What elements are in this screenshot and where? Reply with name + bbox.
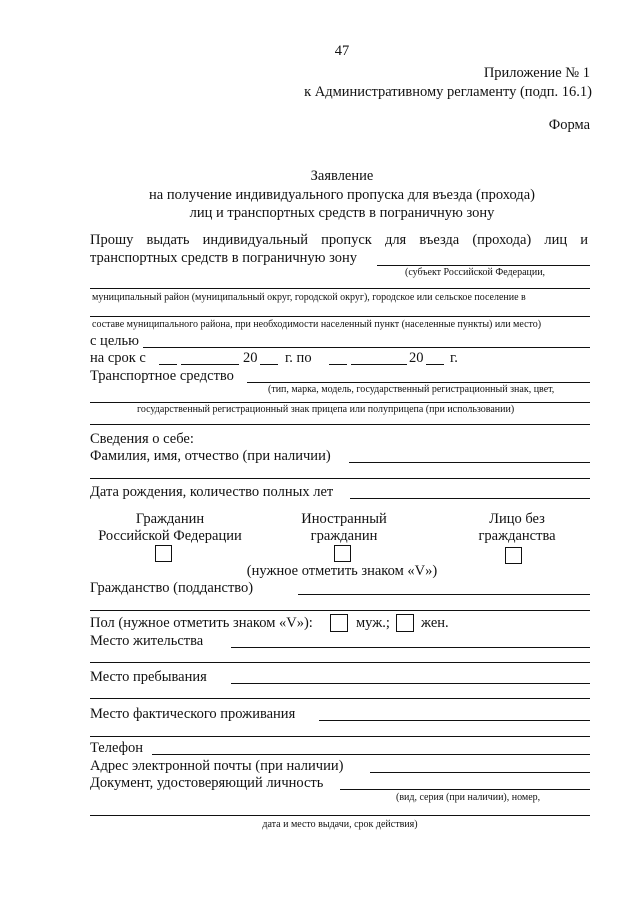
term-to-year-line[interactable] bbox=[426, 364, 444, 365]
settlement-hint: составе муниципального района, при необходимости населенный пункт (населенные пункты) или место) bbox=[92, 319, 542, 330]
request-word: въезда bbox=[419, 232, 460, 248]
request-word: (прохода) bbox=[472, 232, 532, 248]
district-hint: муниципальный район (муниципальный округ, городской округ), городское или сельское поселение в bbox=[92, 292, 526, 303]
year-prefix-2: 20 bbox=[409, 350, 424, 366]
residence-input-line-2[interactable] bbox=[90, 662, 590, 663]
actual-residence-input-line-2[interactable] bbox=[90, 736, 590, 737]
stateless-label-1: Лицо без bbox=[489, 511, 545, 527]
about-heading: Сведения о себе: bbox=[90, 431, 194, 447]
citizenship-label: Гражданство (подданство) bbox=[90, 580, 254, 596]
mark-hint: (нужное отметить знаком «V») bbox=[246, 563, 438, 579]
request-word: индивидуальный bbox=[202, 232, 308, 248]
male-label: муж.; bbox=[356, 615, 390, 631]
email-label: Адрес электронной почты (при наличии) bbox=[90, 758, 344, 774]
vehicle-input-line-3[interactable] bbox=[90, 424, 590, 425]
female-checkbox[interactable] bbox=[396, 614, 414, 632]
request-word: и bbox=[580, 232, 588, 248]
term-to-label: г. по bbox=[285, 350, 312, 366]
stay-label: Место пребывания bbox=[90, 669, 207, 685]
foreign-citizen-label-1: Иностранный bbox=[301, 511, 387, 527]
settlement-input-line[interactable] bbox=[90, 316, 590, 317]
request-word: Прошу bbox=[90, 232, 134, 248]
title-line-2: на получение индивидуального пропуска для въезда (прохода) bbox=[149, 187, 535, 203]
id-document-input-line[interactable] bbox=[340, 789, 590, 790]
full-name-input-line-2[interactable] bbox=[90, 478, 590, 479]
citizenship-input-line-2[interactable] bbox=[90, 610, 590, 611]
stay-input-line[interactable] bbox=[231, 683, 590, 684]
form-label: Форма bbox=[548, 117, 590, 133]
term-from-month-line[interactable] bbox=[181, 364, 239, 365]
title-line-1: Заявление bbox=[310, 168, 374, 184]
term-to-month-line[interactable] bbox=[351, 364, 407, 365]
vehicle-hint-2: государственный регистрационный знак прицепа или полуприцепа (при использовании) bbox=[137, 404, 515, 415]
birth-input-line[interactable] bbox=[350, 498, 590, 499]
appendix-number: Приложение № 1 bbox=[483, 65, 590, 81]
term-from-day-line[interactable] bbox=[159, 364, 177, 365]
id-document-hint-2: дата и место выдачи, срок действия) bbox=[262, 819, 418, 830]
full-name-label: Фамилия, имя, отчество (при наличии) bbox=[90, 448, 331, 464]
term-from-year-line[interactable] bbox=[260, 364, 278, 365]
email-input-line[interactable] bbox=[370, 772, 590, 773]
id-document-input-line-2[interactable] bbox=[90, 815, 590, 816]
actual-residence-input-line[interactable] bbox=[319, 720, 590, 721]
subject-hint: (субъект Российской Федерации, bbox=[405, 267, 546, 278]
id-document-label: Документ, удостоверяющий личность bbox=[90, 775, 324, 791]
citizenship-input-line[interactable] bbox=[298, 594, 590, 595]
foreign-citizen-label-2: гражданин bbox=[310, 528, 378, 544]
full-name-input-line[interactable] bbox=[349, 462, 590, 463]
appendix-reference: к Административному регламенту (подп. 16.1) bbox=[304, 84, 592, 100]
residence-label: Место жительства bbox=[90, 633, 204, 649]
vehicle-input-line-2[interactable] bbox=[90, 402, 590, 403]
rf-citizen-label-1: Гражданин bbox=[135, 511, 205, 527]
stateless-label-2: гражданства bbox=[478, 528, 556, 544]
vehicle-label: Транспортное средство bbox=[90, 368, 234, 384]
female-label: жен. bbox=[421, 615, 449, 631]
gender-label: Пол (нужное отметить знаком «V»): bbox=[90, 615, 313, 631]
district-input-line[interactable] bbox=[90, 288, 590, 289]
id-document-hint-1: (вид, серия (при наличии), номер, bbox=[396, 792, 541, 803]
birth-label: Дата рождения, количество полных лет bbox=[90, 484, 334, 500]
rf-citizen-checkbox[interactable] bbox=[155, 545, 172, 562]
phone-input-line[interactable] bbox=[152, 754, 590, 755]
stay-input-line-2[interactable] bbox=[90, 698, 590, 699]
stateless-checkbox[interactable] bbox=[505, 547, 522, 564]
request-word: пропуск bbox=[321, 232, 372, 248]
year-suffix: г. bbox=[450, 350, 458, 366]
foreign-citizen-checkbox[interactable] bbox=[334, 545, 351, 562]
residence-input-line[interactable] bbox=[231, 647, 590, 648]
term-from-label: на срок с bbox=[90, 350, 146, 366]
vehicle-hint-1: (тип, марка, модель, государственный регистрационный знак, цвет, bbox=[268, 384, 555, 395]
request-word: лиц bbox=[544, 232, 568, 248]
phone-label: Телефон bbox=[90, 740, 143, 756]
subject-input-line[interactable] bbox=[377, 265, 590, 266]
actual-residence-label: Место фактического проживания bbox=[90, 706, 296, 722]
purpose-label: с целью bbox=[90, 333, 139, 349]
vehicle-input-line[interactable] bbox=[247, 382, 590, 383]
request-word: выдать bbox=[146, 232, 190, 248]
request-word: для bbox=[384, 232, 407, 248]
request-line-2: транспортных средств в пограничную зону bbox=[90, 250, 358, 266]
request-line-1 bbox=[90, 233, 588, 248]
title-line-3: лиц и транспортных средств в пограничную зону bbox=[189, 205, 495, 221]
year-prefix-1: 20 bbox=[243, 350, 258, 366]
rf-citizen-label-2: Российской Федерации bbox=[98, 528, 242, 544]
term-to-day-line[interactable] bbox=[329, 364, 347, 365]
page-number: 47 bbox=[334, 43, 350, 59]
male-checkbox[interactable] bbox=[330, 614, 348, 632]
purpose-input-line[interactable] bbox=[143, 347, 590, 348]
